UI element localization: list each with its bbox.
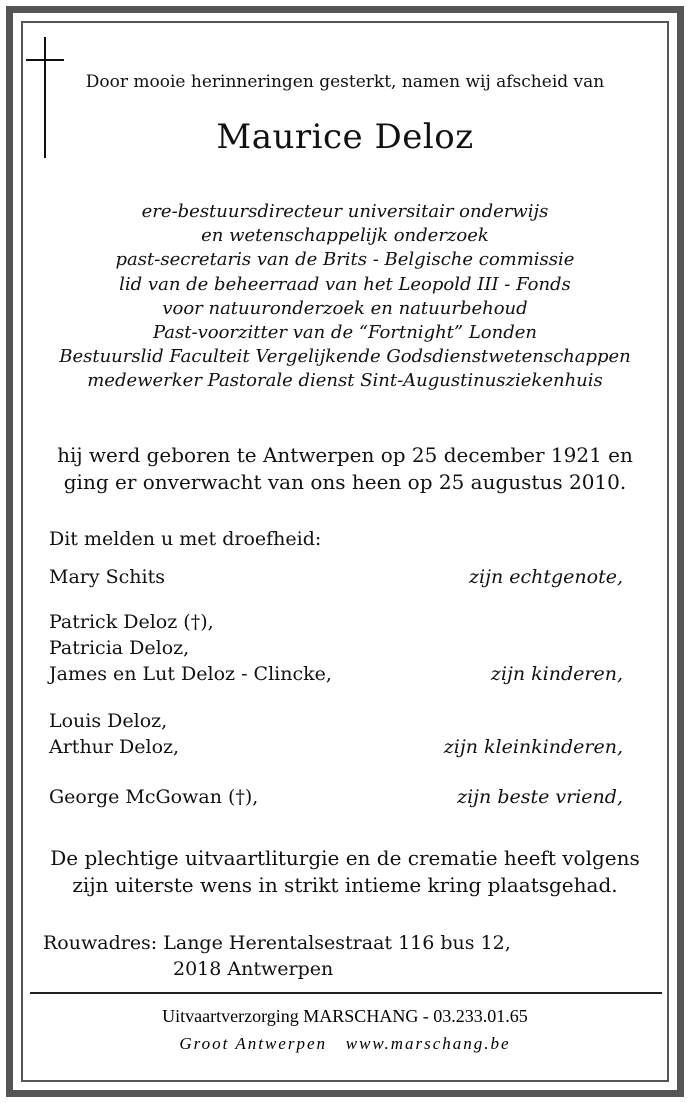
title-line: lid van de beheerraad van het Leopold III - Fonds — [119, 273, 571, 295]
ceremony-text — [0, 845, 690, 899]
title-line: ere-bestuursdirecteur universitair onderwijs — [141, 201, 549, 222]
relative-name: Patrick Deloz (†), — [49, 611, 214, 633]
title-line: Past-voorzitter van de “Fortnight” Londen — [153, 322, 537, 344]
website-text: Groot Antwerpen www.marschang.be — [179, 1034, 511, 1053]
relative-name: Louis Deloz, — [49, 710, 168, 732]
relation-label: zijn kleinkinderen, — [443, 736, 623, 758]
undertaker-text: Uitvaartverzorging MARSCHANG - 03.233.01.65 — [162, 1006, 528, 1026]
relation-label: zijn echtgenote, — [468, 566, 623, 588]
birth-death-text — [0, 442, 690, 496]
death-line: ging er onverwacht van ons heen op 25 augustus 2010. — [63, 470, 627, 494]
mourning-address — [43, 930, 511, 982]
title-line: voor natuuronderzoek en natuurbehoud — [162, 297, 528, 319]
relative-name: Mary Schits — [49, 566, 165, 588]
titles-list — [0, 200, 690, 394]
address-line: Rouwadres: Lange Herentalsestraat 116 bus 12, — [43, 932, 511, 954]
relative-name: George McGowan (†), — [49, 786, 259, 808]
relation-label: zijn beste vriend, — [457, 786, 623, 808]
relative-group-spouse — [49, 564, 623, 590]
intro-text: Door mooie herinneringen gesterkt, namen wij afscheid van — [85, 72, 605, 92]
relative-name: James en Lut Deloz - Clincke, — [49, 663, 332, 685]
relative-group-children — [49, 609, 623, 687]
relative-group-grandchildren — [49, 708, 623, 760]
birth-line: hij werd geboren te Antwerpen op 25 december 1921 en — [57, 443, 633, 467]
relative-name: Patricia Deloz, — [49, 637, 190, 659]
address-city: 2018 Antwerpen — [173, 958, 334, 980]
cross-icon-bar — [26, 59, 64, 61]
relation-label: zijn kinderen, — [490, 663, 623, 685]
title-line: medewerker Pastorale dienst Sint-Augustinusziekenhuis — [87, 370, 603, 392]
relative-name: Arthur Deloz, — [49, 736, 180, 758]
title-line: Bestuurslid Faculteit Vergelijkende Godsdienstwetenschappen — [59, 346, 631, 368]
deceased-name: Maurice Deloz — [216, 117, 474, 157]
title-line: en wetenschappelijk onderzoek — [201, 225, 489, 247]
ceremony-line: De plechtige uitvaartliturgie en de crematie heeft volgens — [50, 846, 640, 870]
ceremony-line: zijn uiterste wens in strikt intieme kring plaatsgehad. — [72, 873, 618, 897]
announcement-text: Dit melden u met droefheid: — [49, 528, 322, 550]
relative-group-friend — [49, 784, 623, 810]
inner-border — [21, 21, 669, 1082]
divider — [30, 992, 662, 994]
title-line: past-secretaris van de Brits - Belgische commissie — [115, 249, 575, 271]
